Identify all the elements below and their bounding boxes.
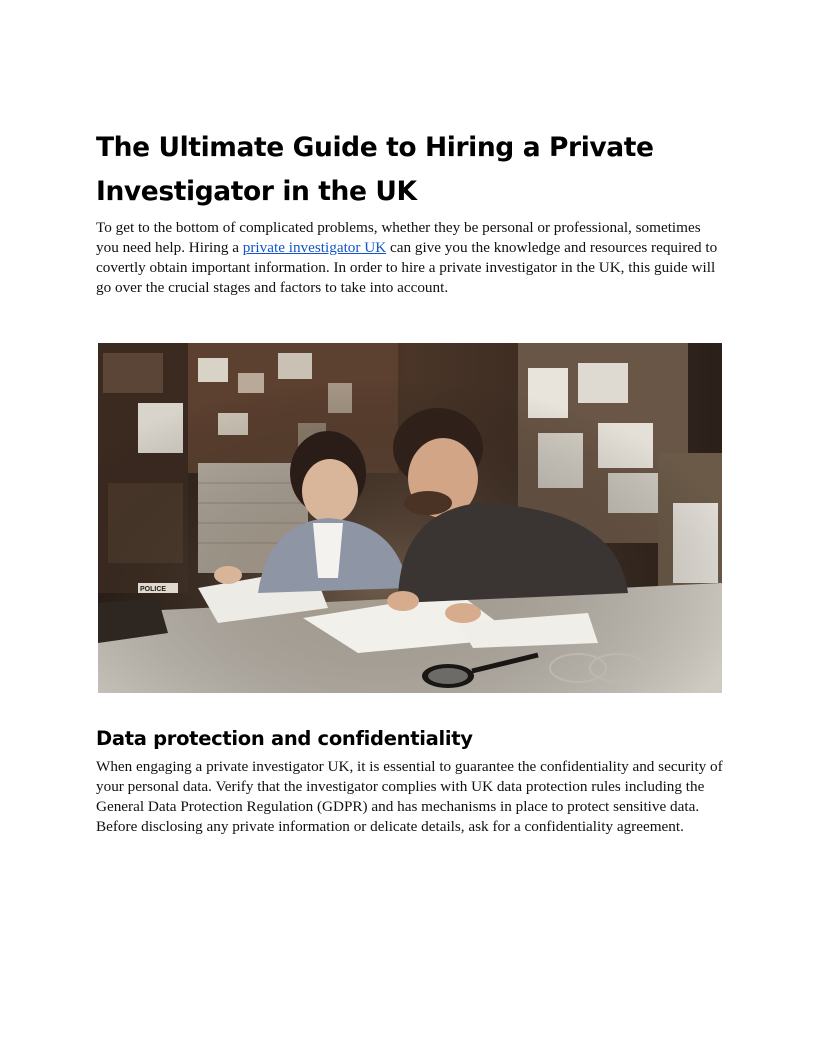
- section-body: When engaging a private investigator UK, it is essential to guarantee the confidentiality and security of your personal data. Verify that the investigator complies with UK data protection rules including the General Data Protection Regulation (GDPR) and has mechanisms in place to protect sensitive data. Before disclosing any private information or delicate details, ask for a confidentiality agreement.: [96, 758, 723, 835]
- private-investigator-link[interactable]: private investigator UK: [242, 239, 387, 256]
- section-data-protection: [96, 725, 724, 837]
- investigators-photo: [98, 343, 722, 693]
- intro-text-after: can give you the knowledge and resources required to covertly obtain important information. In order to hire a private investigator in the UK, this guide will go over the crucial stages and factors to take into account.: [96, 239, 718, 296]
- article-header: [96, 126, 724, 298]
- intro-paragraph: [96, 218, 724, 298]
- article-title: The Ultimate Guide to Hiring a Private Investigator in the UK: [96, 132, 654, 207]
- section-heading: Data protection and confidentiality: [96, 727, 473, 750]
- police-label: POLICE: [140, 586, 167, 593]
- intro-text-before: To get to the bottom of complicated problems, whether they be personal or professional, sometimes you need help. Hiring a: [96, 219, 701, 256]
